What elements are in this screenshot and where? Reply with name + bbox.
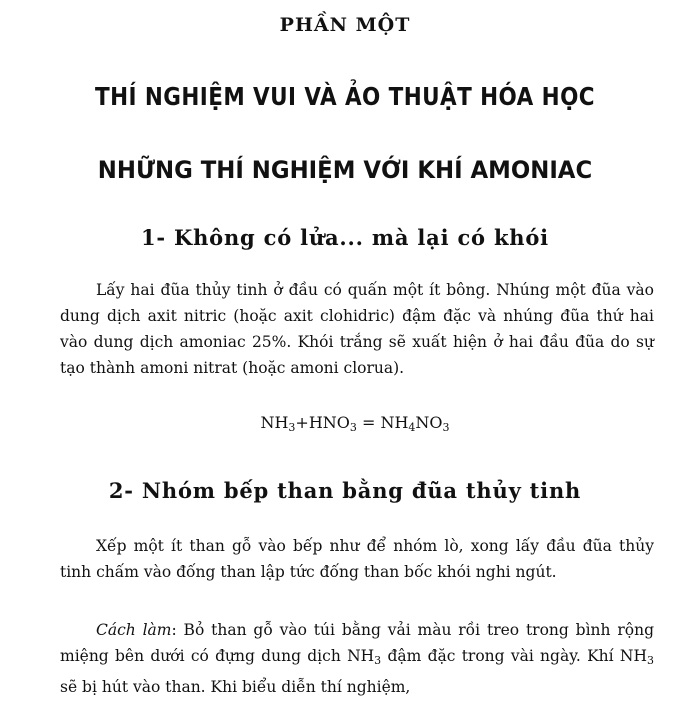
chemical-equation [0,413,690,434]
eq-no3-sub: 3 [442,421,450,434]
eq-hno3-sub: 3 [349,421,357,434]
section-1-text: Lấy hai đũa thủy tinh ở đầu có quấn một ít bông. Nhúng một đũa vào dung dịch axit nitric (hoặc axit clohidric) đậm đặc và nhúng đũa thứ hai vào dung dịch amoniac 25%. Khói trắng sẽ xuất hiện ở hai đầu đũa do sự tạo thành amoni nitrat (hoặc amoni clorua). [60,281,654,377]
eq-hno3: HNO [308,413,350,432]
eq-nh4: NH [380,413,409,432]
main-title: THÍ NGHIỆM VUI VÀ ẢO THUẬT HÓA HỌC [94,82,596,111]
section-1-title: 1- Không có lửa... mà lại có khói [141,225,549,250]
method-paragraph [60,617,654,700]
method-nh3-second-sub: 3 [647,654,654,667]
method-text-1: : Bỏ than gỗ vào túi bằng vải màu rồi treo trong bình rộng miệng bên dưới có đựng dung dịch [60,621,654,665]
method-label: Cách làm [96,621,172,639]
section-1-paragraph [60,277,654,381]
method-nh3: NH [347,647,375,665]
method-text-2: đậm đặc trong vài ngày. Khí [381,647,620,665]
section-2-title: 2- Nhóm bếp than bằng đũa thủy tinh [108,478,582,503]
eq-no3: NO [415,413,443,432]
method-nh3-sub: 3 [374,654,382,667]
part-title: PHẦN MỘT [279,14,411,36]
eq-nh4-sub: 4 [408,421,416,434]
method-nh3-second: NH [619,647,647,665]
eq-nh3: NH [260,413,289,432]
eq-equals: = [356,413,381,432]
eq-plus: + [295,413,309,432]
section-2-text: Xếp một ít than gỗ vào bếp như để nhóm lò, xong lấy đầu đũa thủy tinh chấm vào đống than lập tức đống than bốc khói nghi ngút. [60,537,654,581]
chapter-title: NHỮNG THÍ NGHIỆM VỚI KHÍ AMONIAC [97,156,593,184]
method-text-3: sẽ bị hút vào than. Khi biểu diễn thí nghiệm, [60,678,411,696]
section-2-paragraph [60,533,654,585]
eq-nh3-sub: 3 [288,421,296,434]
